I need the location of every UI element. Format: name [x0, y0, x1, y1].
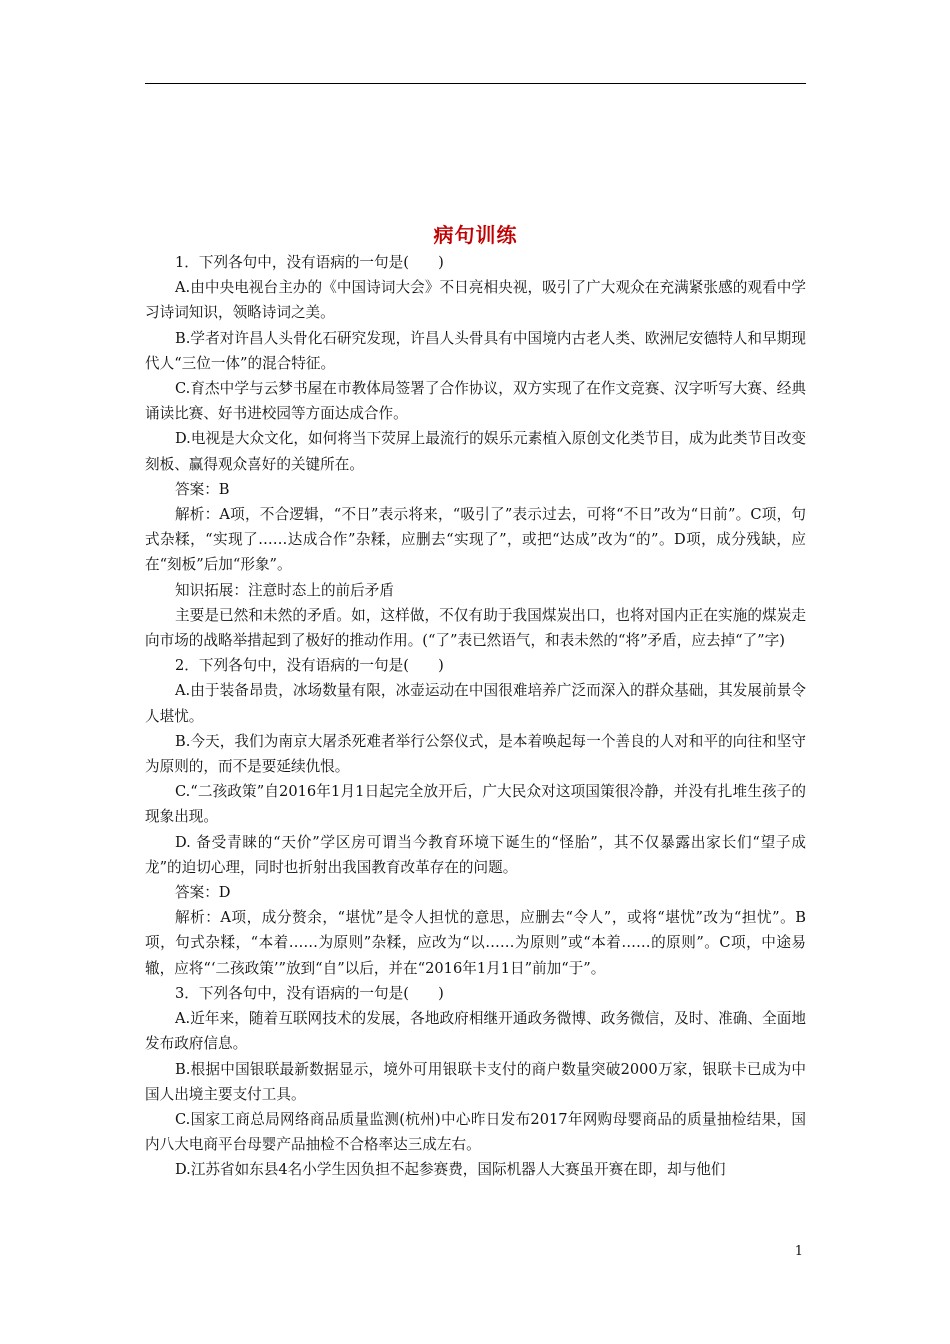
- paragraph: 1．下列各句中，没有语病的一句是( ): [175, 254, 444, 271]
- header-rule: [145, 83, 806, 84]
- paragraph: 知识拓展：注意时态上的前后矛盾: [175, 581, 394, 599]
- paragraph: D.电视是大众文化，如何将当下荧屏上最流行的娱乐元素植入原创文化类节目，成为此类节目改变刻板、赢得观众喜好的关键所在。: [145, 430, 806, 473]
- paragraph: 主要是已然和未然的矛盾。如，这样做，不仅有助于我国煤炭出口，也将对国内正在实施的煤炭走向市场的战略举措起到了极好的推动作用。(“了”表已然语气，和表未然的“将”矛盾，应去掉“了”字): [145, 606, 806, 650]
- paragraph: D.江苏省如东县4名小学生因负担不起参赛费，国际机器人大赛虽开赛在即，却与他们: [175, 1161, 726, 1179]
- page-number: 1: [794, 1244, 803, 1259]
- paragraph: A.由中央电视台主办的《中国诗词大会》不日亮相央视，吸引了广大观众在充满紧张感的观看中学习诗词知识，领略诗词之美。: [145, 279, 806, 322]
- paragraph: A.由于装备昂贵，冰场数量有限，冰壶运动在中国很难培养广泛而深入的群众基础，其发展前景令人堪忧。: [145, 682, 806, 725]
- paragraph: 解析：A项，成分赘余，“堪忧”是令人担忧的意思，应删去“令人”，或将“堪忧”改为“担忧”。B项，句式杂糅，“本着……为原则”杂糅，应改为“以……为原则”或“本着……的原则”。C项，中途易辙，应将“‘二孩政策’”放到“自”以后，并在“2016年1月1日”前加“于”。: [145, 909, 806, 977]
- paragraph: 解析：A项，不合逻辑，“不日”表示将来，“吸引了”表示过去，可将“不日”改为“日前”。C项，句式杂糅，“实现了……达成合作”杂糅，应删去“实现了”，或把“达成”改为“的”。D项，成分残缺，应在“刻板”后加“形象”。: [145, 506, 806, 574]
- paragraph: B.学者对许昌人头骨化石研究发现，许昌人头骨具有中国境内古老人类、欧洲尼安德特人和早期现代人“三位一体”的混合特征。: [145, 329, 806, 372]
- paragraph: C.“二孩政策”自2016年1月1日起完全放开后，广大民众对这项国策很冷静，并没有扎堆生孩子的现象出现。: [145, 783, 806, 826]
- paragraph: A.近年来，随着互联网技术的发展，各地政府相继开通政务微博、政务微信，及时、准确、全面地发布政府信息。: [145, 1010, 806, 1053]
- paragraph: 3．下列各句中，没有语病的一句是( ): [175, 984, 444, 1002]
- paragraph: C.国家工商总局网络商品质量监测(杭州)中心昨日发布2017年网购母婴商品的质量抽检结果，国内八大电商平台母婴产品抽检不合格率达三成左右。: [145, 1110, 806, 1154]
- paragraph: 2．下列各句中，没有语病的一句是( ): [175, 657, 444, 675]
- paragraph: B.根据中国银联最新数据显示，境外可用银联卡支付的商户数量突破2000万家，银联卡已成为中国人出境主要支付工具。: [145, 1060, 806, 1103]
- paragraph: D. 备受青睐的“天价”学区房可谓当今教育环境下诞生的“怪胎”，其不仅暴露出家长们“望子成龙”的迫切心理，同时也折射出我国教育改革存在的问题。: [145, 833, 806, 876]
- paragraph: 答案：B: [175, 480, 230, 498]
- paragraph: C.育杰中学与云梦书屋在市教体局签署了合作协议，双方实现了在作文竞赛、汉字听写大赛、经典诵读比赛、好书进校园等方面达成合作。: [145, 380, 806, 423]
- document-body: [145, 220, 806, 1183]
- paragraph: 答案：D: [175, 884, 231, 902]
- document-title: 病句训练: [433, 223, 518, 247]
- paragraph: B.今天，我们为南京大屠杀死难者举行公祭仪式，是本着唤起每一个善良的人对和平的向往和坚守为原则的，而不是要延续仇恨。: [145, 732, 806, 776]
